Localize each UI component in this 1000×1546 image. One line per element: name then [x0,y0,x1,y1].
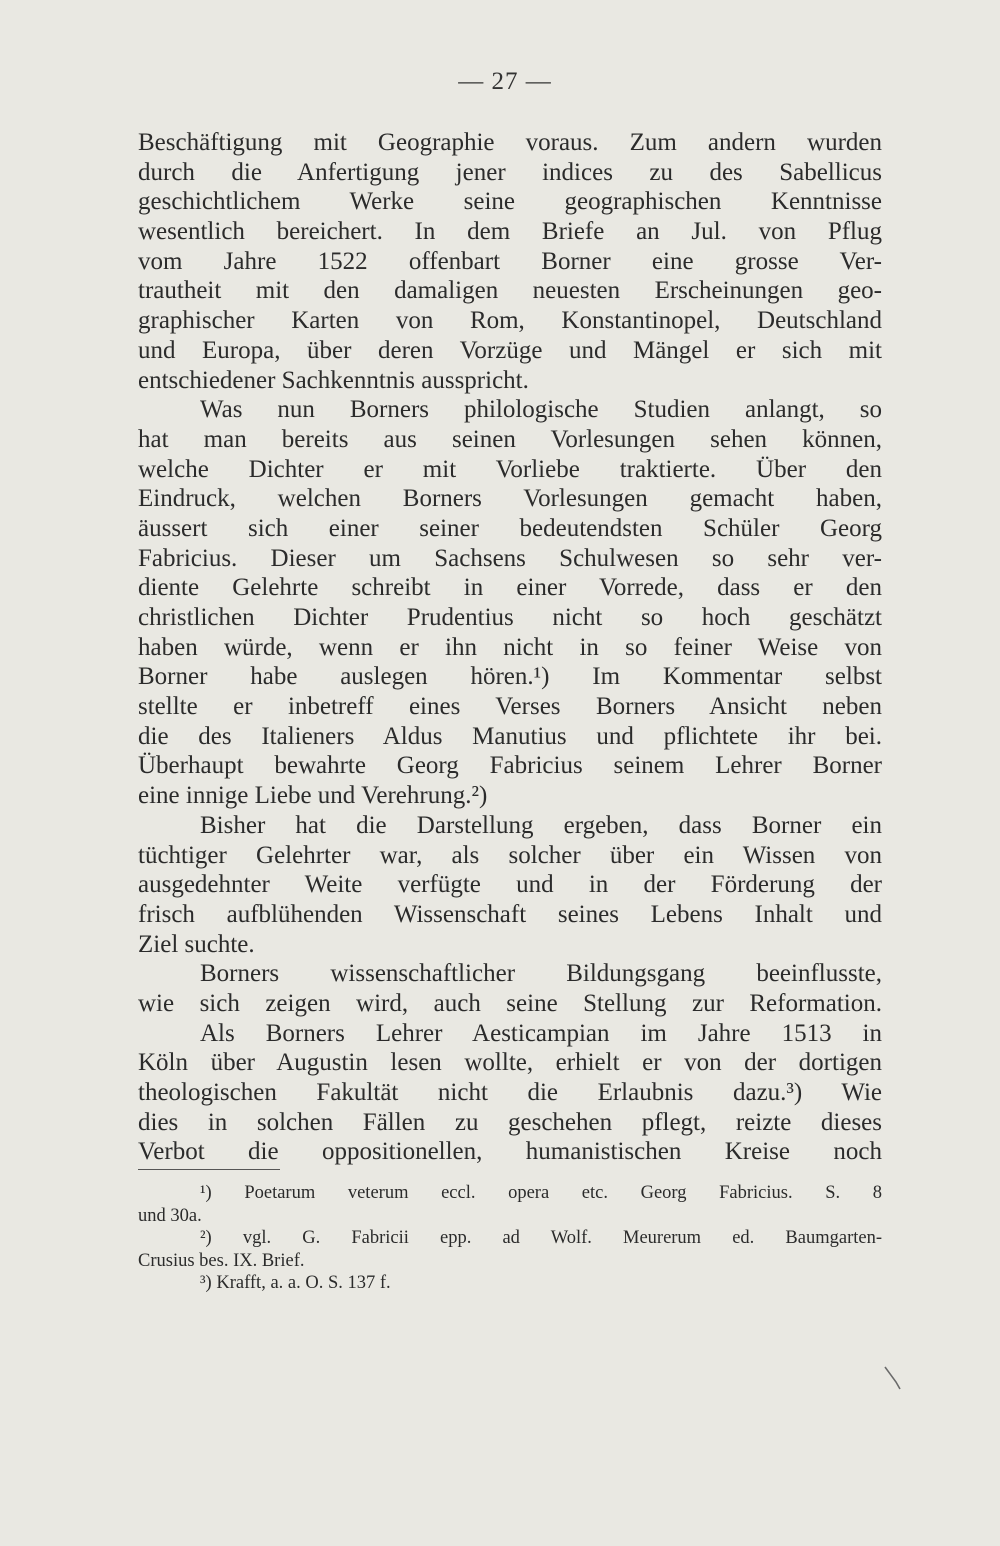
text-line: wesentlich bereichert. In dem Briefe an Jul. von Pflug [138,218,882,246]
footnote-separator [138,1169,280,1170]
text-line: vom Jahre 1522 offenbart Borner eine grosse Ver- [138,247,882,275]
text-line: diente Gelehrte schreibt in einer Vorrede, dass er den [138,574,882,602]
text-line: Beschäftigung mit Geographie voraus. Zum andern wurden [138,129,882,156]
text-line: haben würde, wenn er ihn nicht in so feiner Weise von [138,633,882,661]
text-line: tüchtiger Gelehrter war, als solcher über ein Wissen von [138,841,882,869]
footnote-line: Crusius bes. IX. Brief. [138,1250,305,1271]
paragraph-start-line: Als Borners Lehrer Aesticampian im Jahre 1513 in [200,1019,882,1047]
text-line: und Europa, über deren Vorzüge und Mängel er sich mit [138,336,882,364]
text-line: ausgedehnter Weite verfügte und in der Förderung der [138,871,882,899]
main-text [138,128,882,1167]
footnote-line: ³) Krafft, a. a. O. S. 137 f. [200,1273,391,1293]
text-line: Verbot die oppositionellen, humanistischen Kreise noch [138,1138,882,1166]
text-line: trautheit mit den damaligen neuesten Erscheinungen geo- [138,277,882,305]
footnote-line: ¹) Poetarum veterum eccl. opera etc. Georg Fabricius. S. 8 [200,1183,882,1203]
footnotes [138,1182,882,1295]
footnote-line: und 30a. [138,1205,202,1226]
text-line: dies in solchen Fällen zu geschehen pflegt, reizte dieses [138,1108,882,1136]
text-line: Köln über Augustin lesen wollte, erhielt er von der dortigen [138,1049,882,1077]
text-line: äussert sich einer seiner bedeutendsten Schüler Georg [138,514,882,542]
pencil-mark-icon [882,1364,902,1392]
text-line: durch die Anfertigung jener indices zu des Sabellicus [138,158,882,186]
text-line: graphischer Karten von Rom, Konstantinopel, Deutschland [138,307,882,335]
text-line: entschiedener Sachkenntnis ausspricht. [138,366,529,394]
text-line: hat man bereits aus seinen Vorlesungen sehen können, [138,425,882,453]
paragraph-start-line: Was nun Borners philologische Studien anlangt, so [200,396,882,424]
text-line: Ziel suchte. [138,930,255,958]
text-line: Überhaupt bewahrte Georg Fabricius seinem Lehrer Borner [138,752,882,780]
text-line: Fabricius. Dieser um Sachsens Schulwesen so sehr ver- [138,544,882,572]
text-line: theologischen Fakultät nicht die Erlaubnis dazu.³) Wie [138,1079,882,1106]
text-line: Borner habe auslegen hören.¹) Im Kommentar selbst [138,663,882,691]
text-line: welche Dichter er mit Vorliebe traktierte. Über den [138,455,882,483]
text-line: wie sich zeigen wird, auch seine Stellung zur Reformation. [138,989,882,1017]
text-line: Eindruck, welchen Borners Vorlesungen gemacht haben, [138,485,882,513]
paragraph-start-line: Bisher hat die Darstellung ergeben, dass Borner ein [200,811,882,839]
footnote-line: ²) vgl. G. Fabricii epp. ad Wolf. Meurerum ed. Baumgarten- [200,1228,882,1248]
text-line: eine innige Liebe und Verehrung.²) [138,782,488,810]
text-line: geschichtlichem Werke seine geographischen Kenntnisse [138,188,882,216]
text-line: christlichen Dichter Prudentius nicht so hoch geschätzt [138,604,882,631]
text-line: frisch aufblühenden Wissenschaft seines Lebens Inhalt und [138,900,882,928]
text-line: stellte er inbetreff eines Verses Borners Ansicht neben [138,693,882,721]
page-number: — 27 — [458,68,552,95]
paragraph-start-line: Borners wissenschaftlicher Bildungsgang beeinflusste, [200,960,882,988]
text-line: die des Italieners Aldus Manutius und pflichtete ihr bei. [138,722,882,750]
